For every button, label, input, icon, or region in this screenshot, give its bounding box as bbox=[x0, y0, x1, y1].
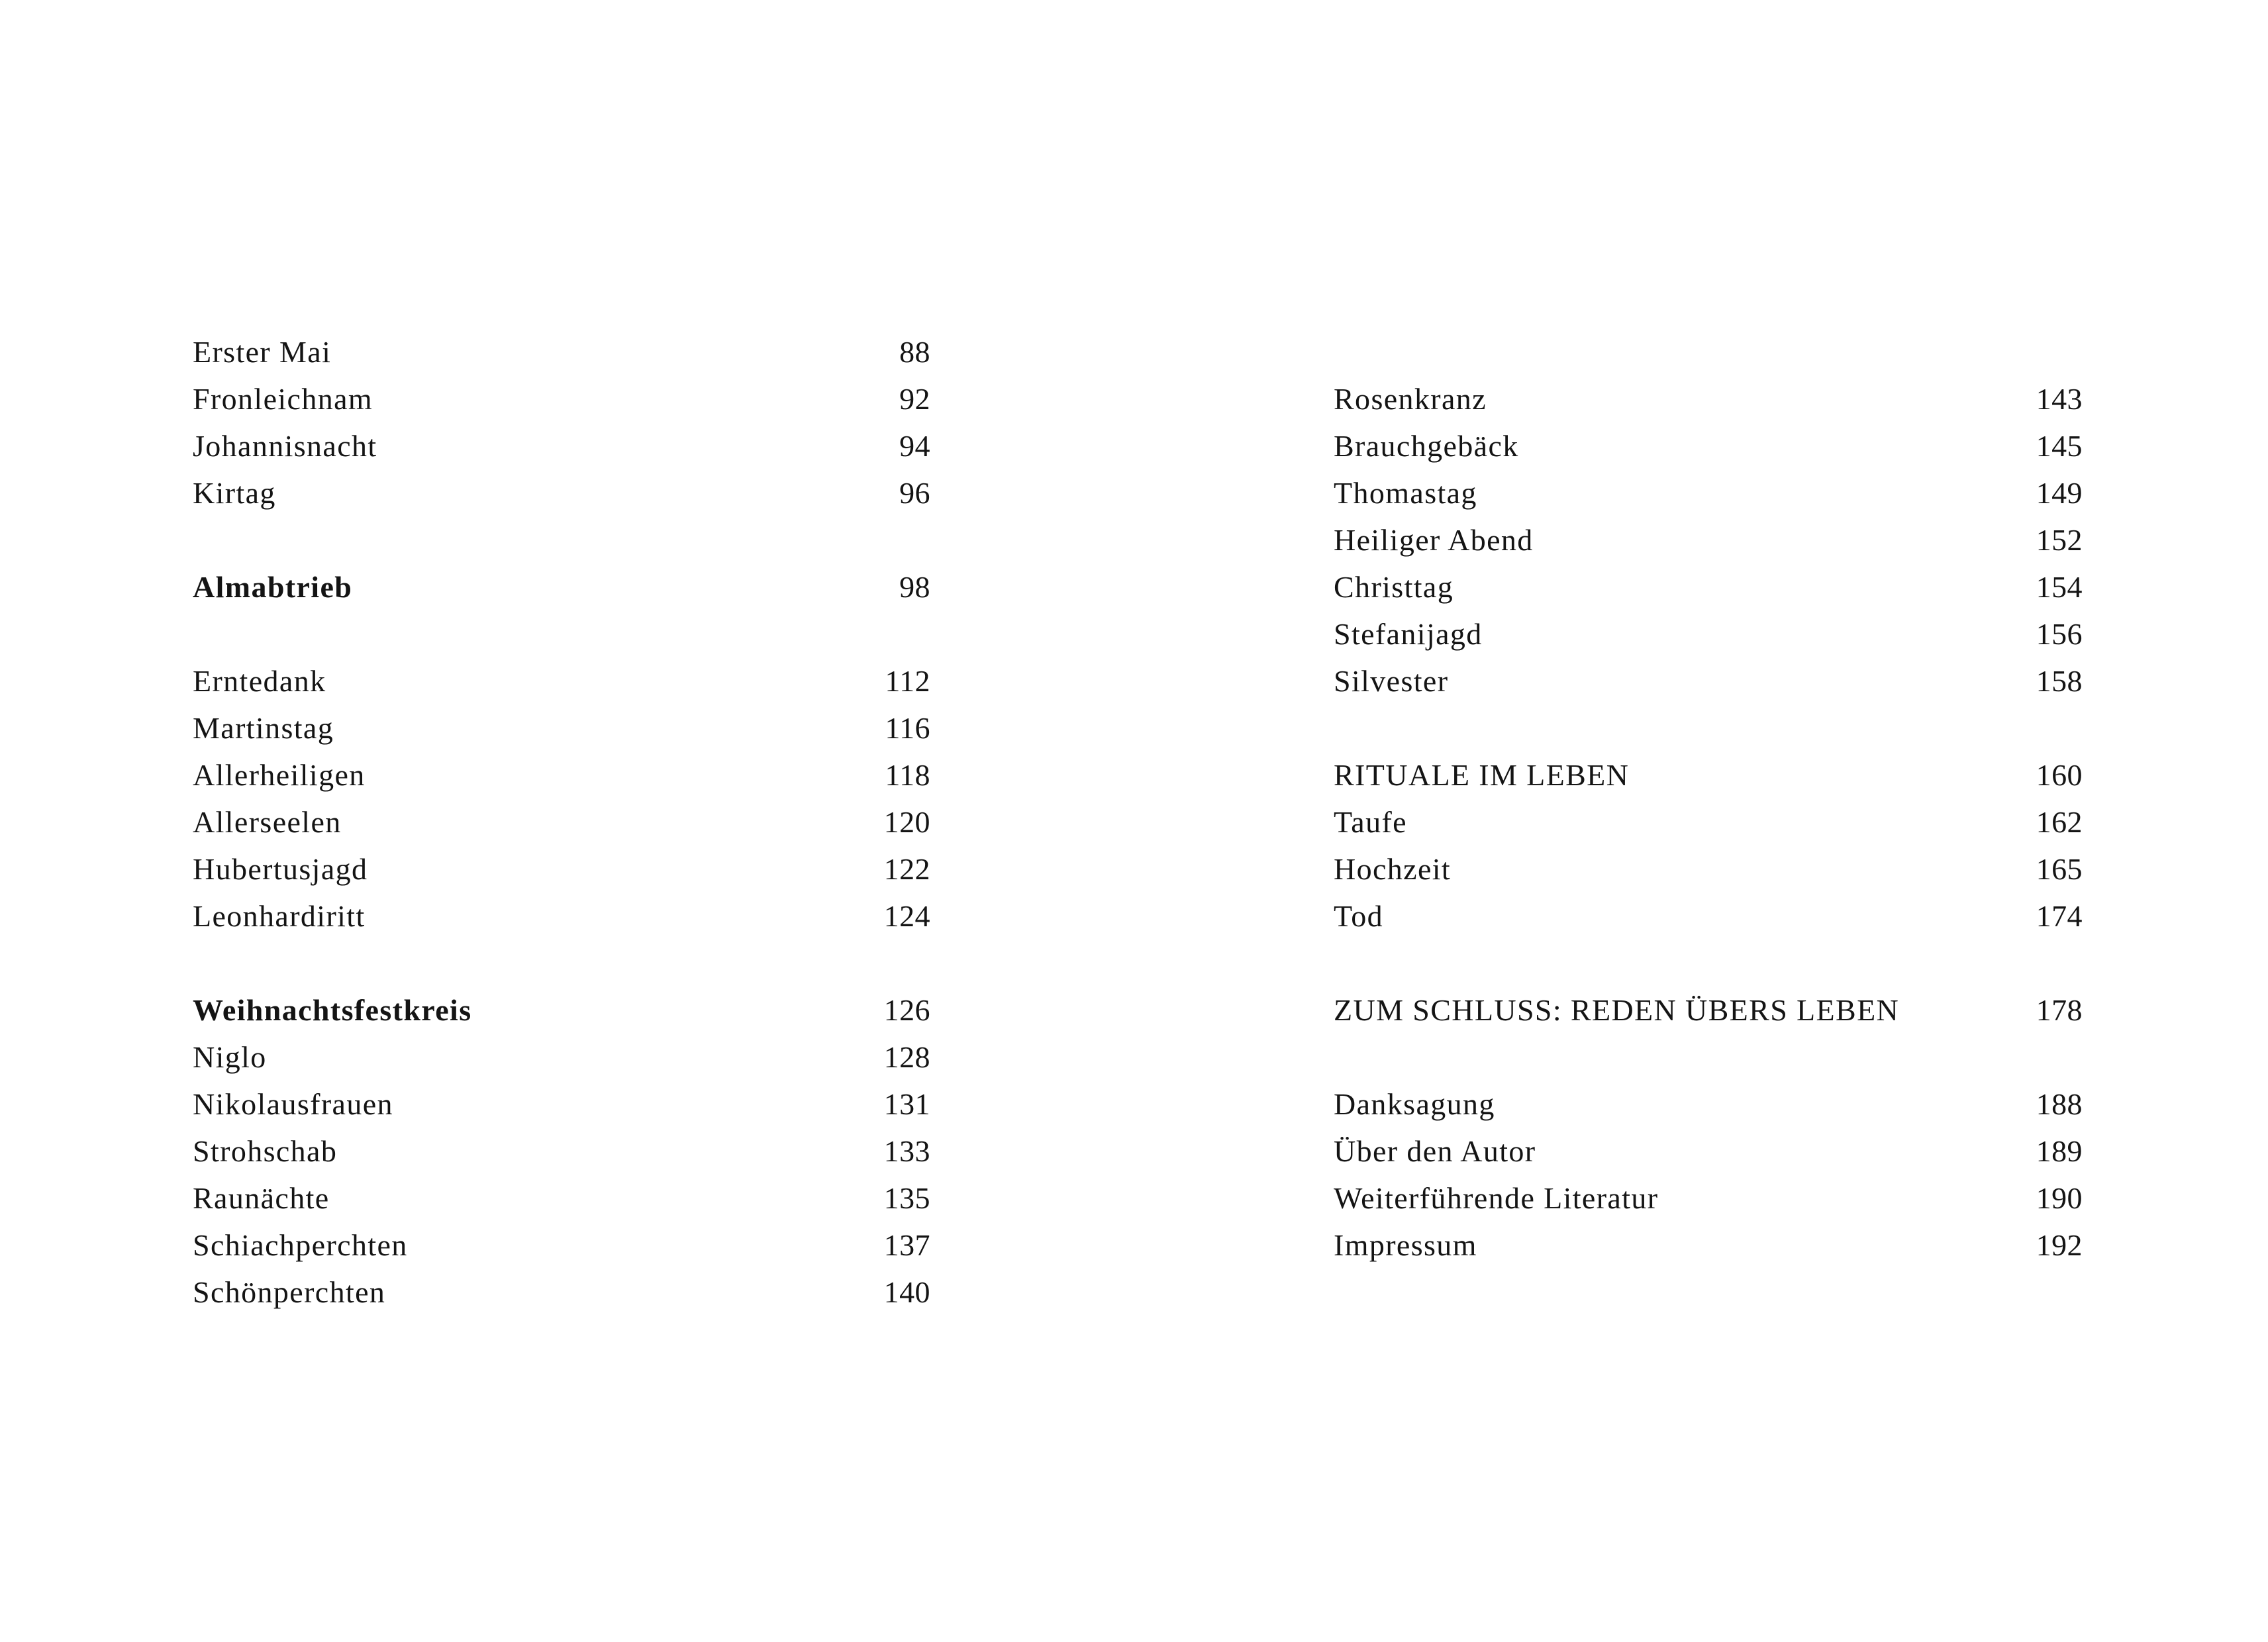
toc-entry-label: Über den Autor bbox=[1334, 1134, 1536, 1168]
toc-entry-row bbox=[1334, 422, 2083, 469]
toc-entry-page: 88 bbox=[899, 335, 930, 369]
toc-entry-row bbox=[193, 1128, 930, 1175]
toc-entry-row bbox=[193, 845, 930, 893]
toc-spacer-row bbox=[1334, 940, 2083, 987]
toc-entry-row bbox=[1334, 1081, 2083, 1128]
toc-entry-label: Kirtag bbox=[193, 476, 276, 510]
toc-entry-page: 112 bbox=[885, 664, 930, 698]
toc-entry-label: Tod bbox=[1334, 899, 1384, 933]
toc-entry-row bbox=[193, 798, 930, 845]
toc-section-row bbox=[1334, 751, 2083, 798]
toc-entry-label: Danksagung bbox=[1334, 1087, 1495, 1121]
toc-entry-row bbox=[193, 893, 930, 940]
toc-spacer-row bbox=[1334, 1034, 2083, 1081]
toc-entry-label: Johannisnacht bbox=[193, 429, 377, 463]
toc-entry-row bbox=[193, 328, 930, 375]
toc-entry-row bbox=[193, 1222, 930, 1269]
toc-entry-label: Christtag bbox=[1334, 570, 1454, 604]
toc-entry-row bbox=[1334, 1175, 2083, 1222]
toc-section-label: ZUM SCHLUSS: REDEN ÜBERS LEBEN bbox=[1334, 993, 1900, 1027]
toc-entry-page: 149 bbox=[2036, 476, 2083, 510]
toc-entry-page: 143 bbox=[2036, 382, 2083, 416]
toc-entry-page: 126 bbox=[883, 993, 930, 1027]
toc-entry-label: Heiliger Abend bbox=[1334, 523, 1534, 557]
toc-section-row bbox=[1334, 987, 2083, 1034]
toc-entry-row bbox=[1334, 845, 2083, 893]
toc-entry-page: 162 bbox=[2036, 805, 2083, 839]
toc-entry-page: 135 bbox=[883, 1181, 930, 1215]
toc-entry-row bbox=[1334, 798, 2083, 845]
toc-entry-page: 116 bbox=[885, 711, 930, 745]
toc-entry-page: 165 bbox=[2036, 852, 2083, 886]
toc-entry-row bbox=[193, 1269, 930, 1316]
toc-entry-row bbox=[1334, 1222, 2083, 1269]
toc-entry-page: 189 bbox=[2036, 1134, 2083, 1168]
toc-entry-page: 120 bbox=[883, 805, 930, 839]
toc-entry-page: 137 bbox=[883, 1228, 930, 1262]
toc-section-label: Weihnachtsfestkreis bbox=[193, 993, 472, 1027]
toc-entry-page: 160 bbox=[2036, 758, 2083, 792]
toc-entry-row bbox=[193, 751, 930, 798]
toc-entry-row bbox=[193, 657, 930, 704]
toc-entry-row bbox=[1334, 469, 2083, 516]
toc-entry-label: Strohschab bbox=[193, 1134, 338, 1168]
toc-entry-row bbox=[193, 1081, 930, 1128]
toc-entry-label: Fronleichnam bbox=[193, 382, 373, 416]
toc-entry-page: 152 bbox=[2036, 523, 2083, 557]
toc-entry-row bbox=[1334, 893, 2083, 940]
toc-entry-row bbox=[193, 704, 930, 751]
toc-entry-label: Raunächte bbox=[193, 1181, 330, 1215]
toc-entry-page: 118 bbox=[885, 758, 930, 792]
toc-entry-page: 145 bbox=[2036, 429, 2083, 463]
toc-spacer-row bbox=[1334, 328, 2083, 375]
toc-entry-label: Martinstag bbox=[193, 711, 334, 745]
toc-entry-page: 94 bbox=[899, 429, 930, 463]
toc-entry-label: Erntedank bbox=[193, 664, 326, 698]
toc-entry-row bbox=[193, 1034, 930, 1081]
toc-entry-page: 131 bbox=[883, 1087, 930, 1121]
toc-section-label: RITUALE IM LEBEN bbox=[1334, 758, 1630, 792]
toc-entry-page: 158 bbox=[2036, 664, 2083, 698]
toc-entry-label: Allerheiligen bbox=[193, 758, 366, 792]
toc-entry-page: 174 bbox=[2036, 899, 2083, 933]
toc-entry-page: 192 bbox=[2036, 1228, 2083, 1262]
toc-entry-row bbox=[1334, 610, 2083, 657]
toc-spacer-row bbox=[193, 610, 930, 657]
toc-spacer-row bbox=[1334, 704, 2083, 751]
toc-entry-row bbox=[193, 375, 930, 422]
toc-entry-row bbox=[1334, 375, 2083, 422]
toc-entry-row bbox=[1334, 1128, 2083, 1175]
toc-entry-row bbox=[1334, 563, 2083, 610]
toc-entry-page: 96 bbox=[899, 476, 930, 510]
toc-section-label: Almabtrieb bbox=[193, 570, 353, 604]
toc-entry-row bbox=[193, 1175, 930, 1222]
toc-entry-label: Schiachperchten bbox=[193, 1228, 408, 1262]
toc-entry-page: 124 bbox=[883, 899, 930, 933]
toc-spacer-row bbox=[193, 940, 930, 987]
toc-entry-page: 154 bbox=[2036, 570, 2083, 604]
toc-entry-page: 122 bbox=[883, 852, 930, 886]
toc-entry-page: 190 bbox=[2036, 1181, 2083, 1215]
toc-entry-label: Hubertusjagd bbox=[193, 852, 368, 886]
toc-entry-page: 133 bbox=[883, 1134, 930, 1168]
toc-entry-label: Nikolausfrauen bbox=[193, 1087, 393, 1121]
toc-entry-label: Niglo bbox=[193, 1040, 267, 1074]
toc-entry-label: Brauchgebäck bbox=[1334, 429, 1519, 463]
toc-entry-label: Rosenkranz bbox=[1334, 382, 1487, 416]
toc-entry-label: Silvester bbox=[1334, 664, 1449, 698]
toc-entry-page: 188 bbox=[2036, 1087, 2083, 1121]
toc-entry-page: 92 bbox=[899, 382, 930, 416]
toc-entry-label: Stefanijagd bbox=[1334, 617, 1483, 651]
toc-entry-label: Weiterführende Literatur bbox=[1334, 1181, 1659, 1215]
toc-entry-label: Erster Mai bbox=[193, 335, 332, 369]
toc-entry-label: Schönperchten bbox=[193, 1275, 386, 1309]
toc-entry-label: Allerseelen bbox=[193, 805, 342, 839]
toc-spacer-row bbox=[193, 516, 930, 563]
toc-entry-label: Taufe bbox=[1334, 805, 1407, 839]
toc-entry-label: Thomastag bbox=[1334, 476, 1477, 510]
toc-entry-label: Leonhardiritt bbox=[193, 899, 366, 933]
toc-entry-page: 98 bbox=[899, 570, 930, 604]
toc-entry-label: Hochzeit bbox=[1334, 852, 1452, 886]
toc-section-row bbox=[193, 563, 930, 610]
toc-entry-label: Impressum bbox=[1334, 1228, 1477, 1262]
toc-right-column bbox=[1334, 328, 2083, 1269]
toc-entry-row bbox=[193, 422, 930, 469]
toc-entry-row bbox=[1334, 657, 2083, 704]
toc-entry-row bbox=[193, 469, 930, 516]
toc-left-column bbox=[193, 328, 930, 1316]
toc-entry-page: 156 bbox=[2036, 617, 2083, 651]
toc-entry-page: 128 bbox=[883, 1040, 930, 1074]
toc-entry-page: 178 bbox=[2036, 993, 2083, 1027]
toc-section-row bbox=[193, 987, 930, 1034]
toc-entry-row bbox=[1334, 516, 2083, 563]
toc-entry-page: 140 bbox=[883, 1275, 930, 1309]
